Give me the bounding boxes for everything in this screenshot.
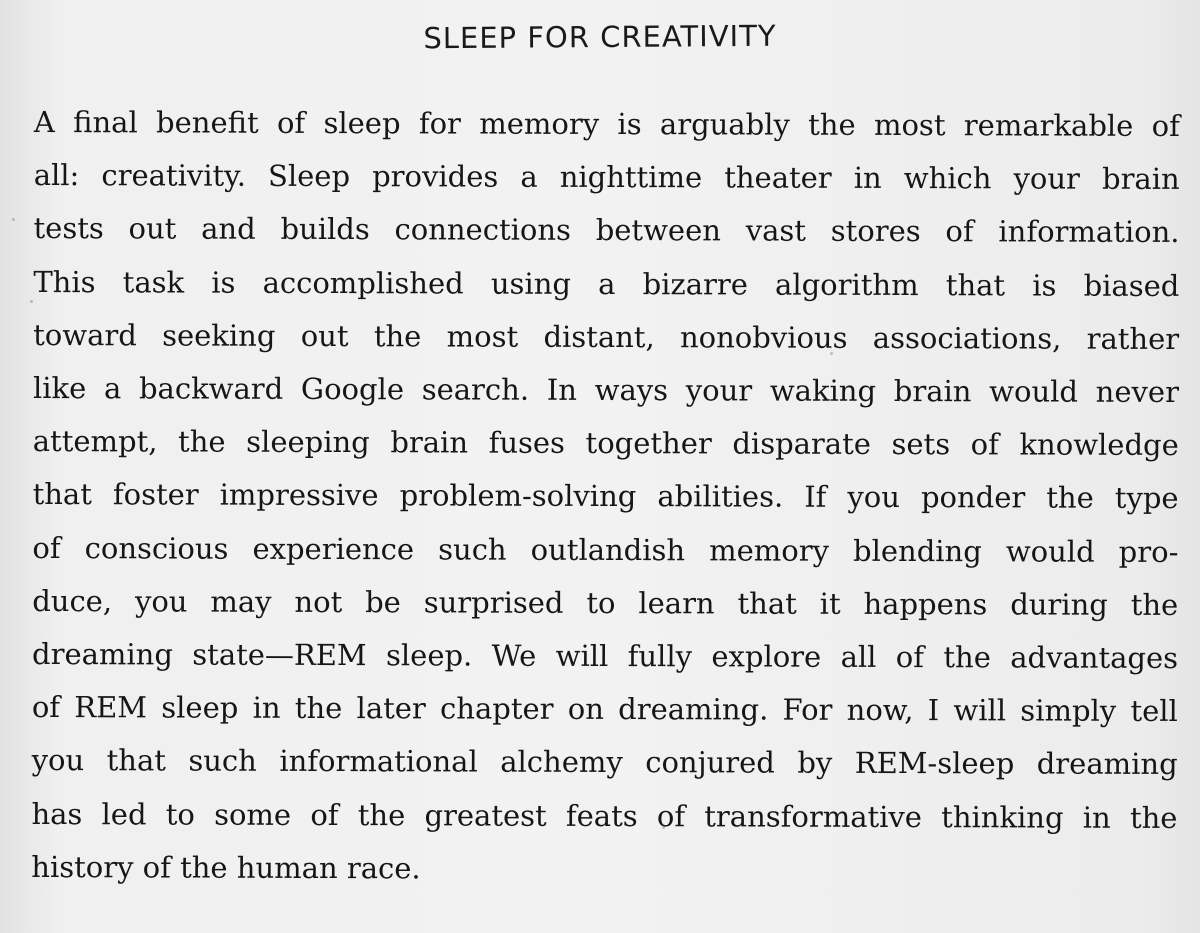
text-line: has led to some of the greatest feats of transformative thinking in the: [31, 796, 1178, 835]
text-line: that foster impressive problem-solving abilities. If you ponder the type: [32, 477, 1179, 516]
body-paragraph: [31, 96, 1180, 898]
text-line: all: creativity. Sleep provides a nighttime theater in which your brain: [33, 158, 1180, 197]
text-line: toward seeking out the most distant, nonobvious associations, rather: [33, 317, 1180, 356]
text-line: like a backward Google search. In ways your waking brain would never: [32, 371, 1180, 410]
text-line: of conscious experience such outlandish memory blending would pro-: [32, 530, 1179, 569]
text-line: attempt, the sleeping brain fuses together disparate sets of knowledge: [32, 424, 1179, 463]
text-line: This task is accomplished using a bizarre algorithm that is biased: [33, 264, 1180, 303]
text-line: tests out and builds connections between vast stores of information.: [33, 211, 1180, 250]
text-line: history of the human race.: [31, 849, 421, 886]
text-line: dreaming state—REM sleep. We will fully explore all of the advantages: [31, 637, 1179, 676]
text-line: duce, you may not be surprised to learn that it happens during the: [32, 583, 1179, 622]
paper-speck: [12, 218, 15, 221]
text-line: A final benefit of sleep for memory is arguably the most remarkable of: [33, 104, 1180, 144]
text-line: you that such informational alchemy conjured by REM-sleep dreaming: [31, 743, 1178, 782]
section-heading: SLEEP FOR CREATIVITY: [423, 18, 777, 56]
text-line: of REM sleep in the later chapter on dreaming. For now, I will simply tell: [31, 690, 1178, 729]
